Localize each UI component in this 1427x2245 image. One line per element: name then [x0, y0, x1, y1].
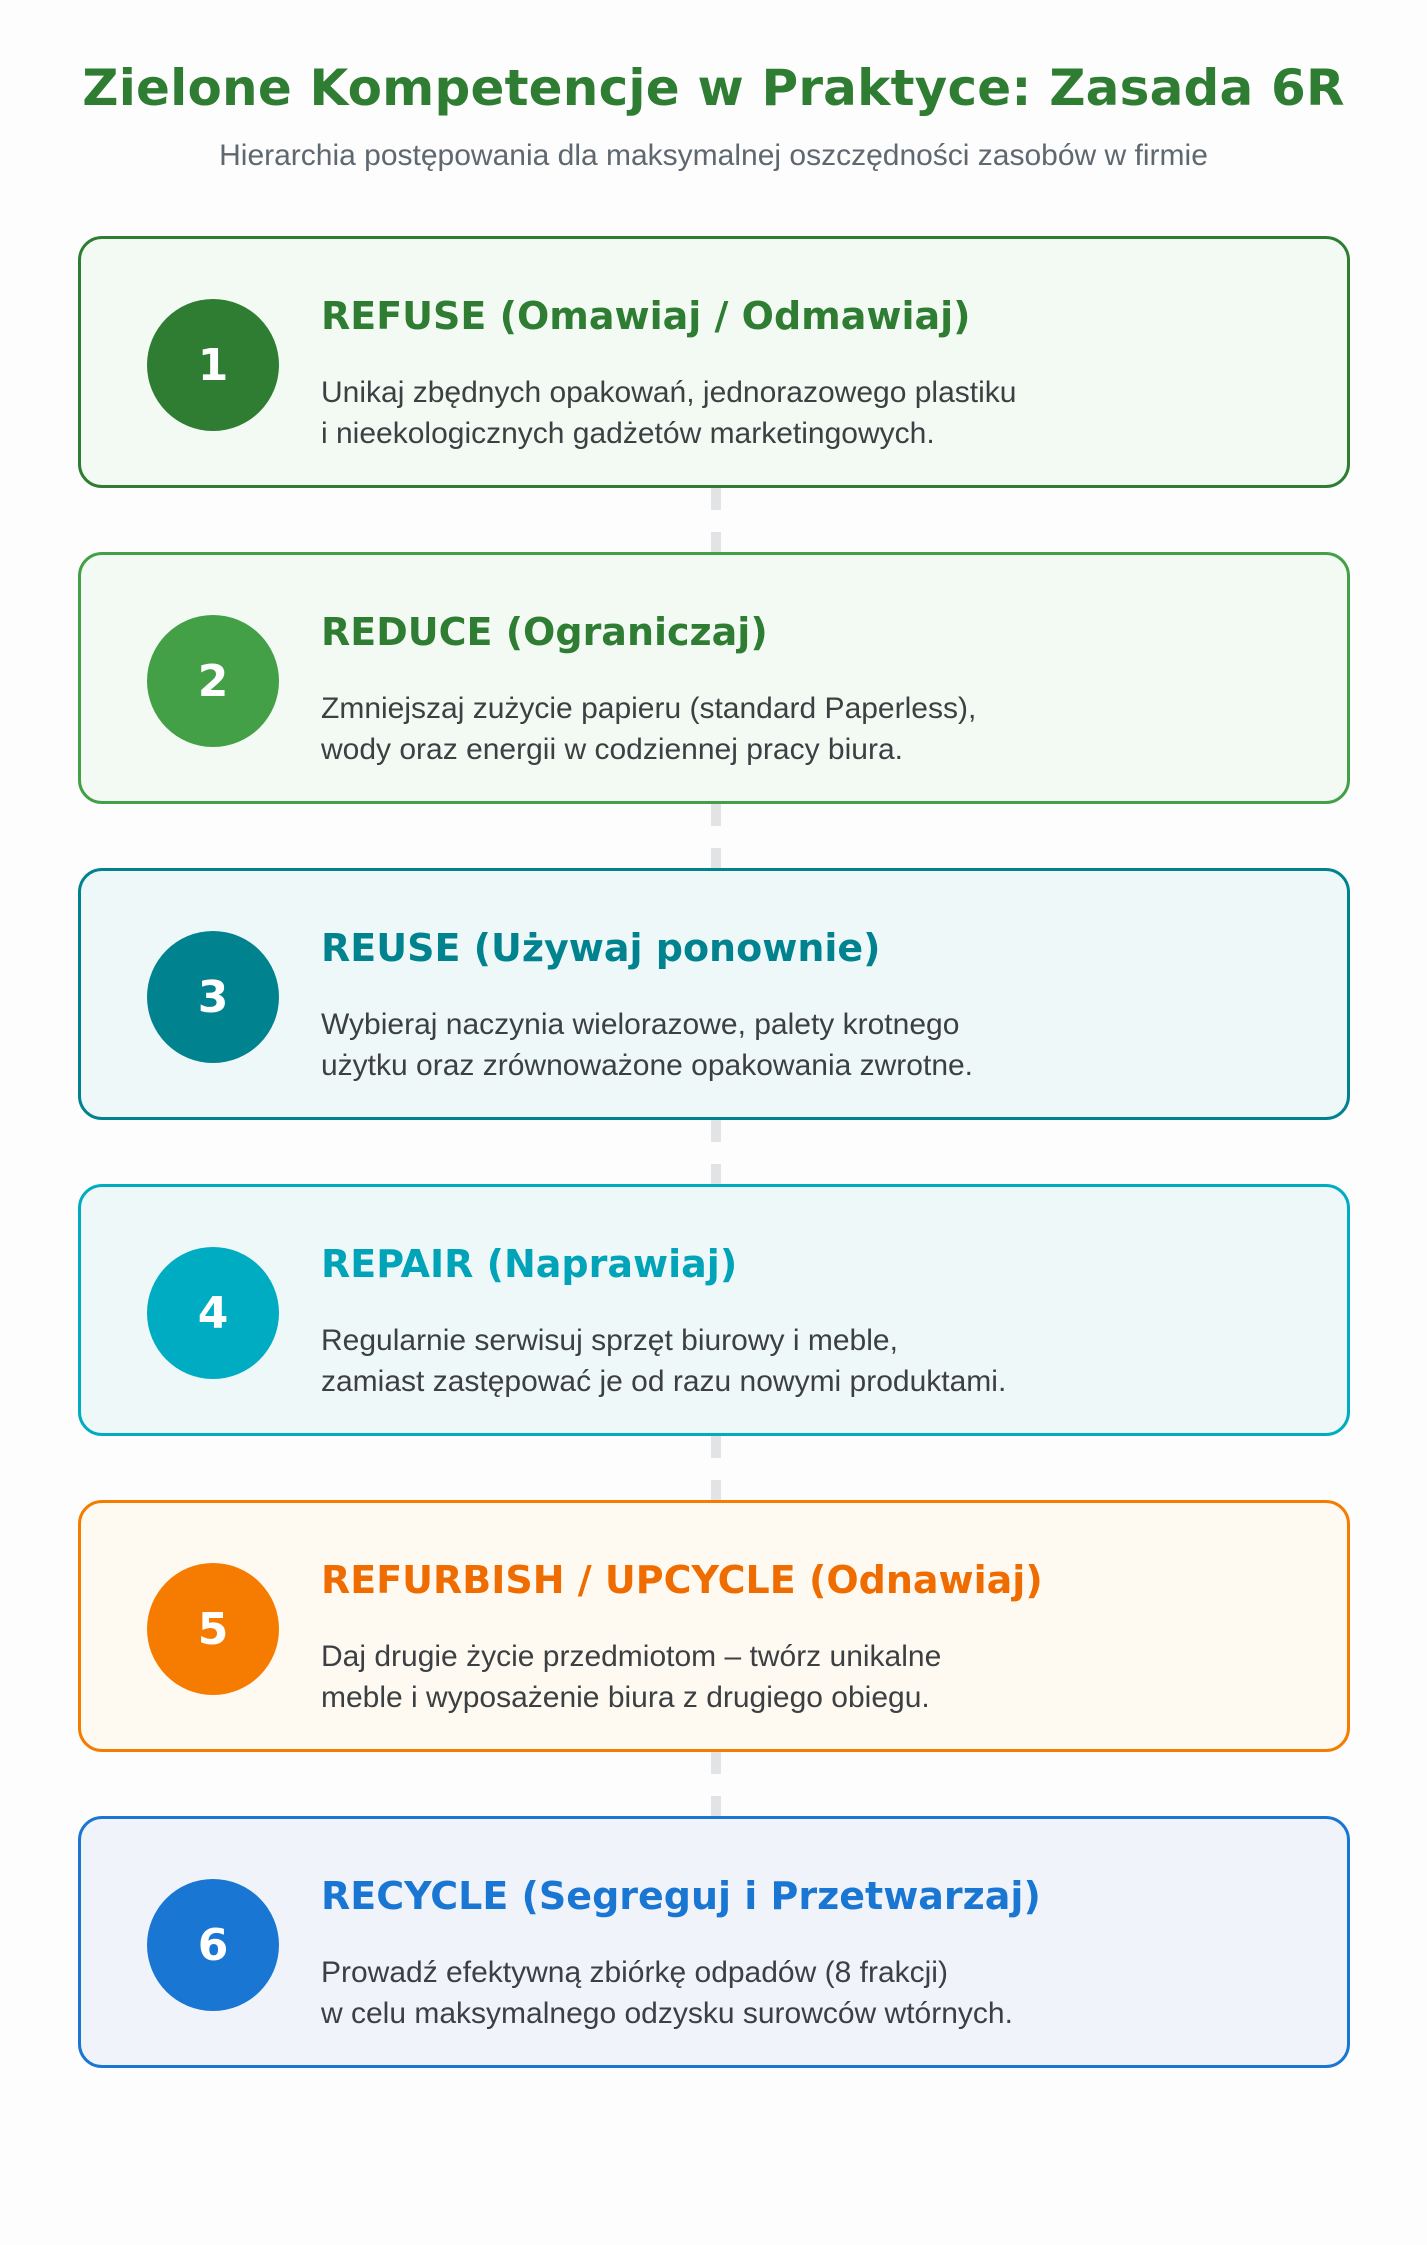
step-description-line: wody oraz energii w codziennej pracy biura. — [321, 733, 903, 766]
page-subtitle: Hierarchia postępowania dla maksymalnej oszczędności zasobów w firmie — [219, 139, 1208, 172]
step-card-recycle — [78, 1816, 1350, 2068]
step-description — [321, 1004, 973, 1086]
step-title: REFUSE (Omawiaj / Odmawiaj) — [321, 294, 971, 338]
step-title: RECYCLE (Segreguj i Przetwarzaj) — [321, 1874, 1041, 1918]
step-description-line: użytku oraz zrównoważone opakowania zwrotne. — [321, 1049, 974, 1082]
step-title: REUSE (Używaj ponownie) — [321, 926, 881, 970]
step-description — [321, 1320, 1006, 1402]
step-card-reuse — [78, 868, 1350, 1120]
step-description-line: w celu maksymalnego odzysku surowców wtórnych. — [321, 1997, 1013, 2030]
step-description-line: Daj drugie życie przedmiotom – twórz unikalne — [321, 1640, 942, 1673]
step-card-refurbish — [78, 1500, 1350, 1752]
step-description-line: meble i wyposażenie biura z drugiego obiegu. — [321, 1681, 930, 1714]
page-title: Zielone Kompetencje w Praktyce: Zasada 6R — [82, 59, 1345, 117]
step-description-line: Regularnie serwisuj sprzęt biurowy i meble, — [321, 1324, 898, 1357]
step-description-line: Zmniejszaj zużycie papieru (standard Paperless), — [321, 692, 977, 725]
step-description-line: Prowadź efektywną zbiórkę odpadów (8 frakcji) — [321, 1956, 948, 1989]
step-description-line: i nieekologicznych gadżetów marketingowych. — [321, 417, 935, 450]
step-description — [321, 1636, 941, 1718]
step-number-badge: 2 — [147, 615, 279, 747]
step-number-badge: 4 — [147, 1247, 279, 1379]
step-description — [321, 688, 976, 770]
header — [0, 52, 1427, 176]
step-card-repair — [78, 1184, 1350, 1436]
step-title: REPAIR (Naprawiaj) — [321, 1242, 738, 1286]
step-description-line: zamiast zastępować je od razu nowymi produktami. — [321, 1365, 1007, 1398]
step-title: REDUCE (Ograniczaj) — [321, 610, 768, 654]
step-description-line: Wybieraj naczynia wielorazowe, palety krotnego — [321, 1008, 960, 1041]
step-description — [321, 1952, 1013, 2034]
step-number-badge: 5 — [147, 1563, 279, 1695]
step-number-badge: 6 — [147, 1879, 279, 2011]
step-card-reduce — [78, 552, 1350, 804]
step-title: REFURBISH / UPCYCLE (Odnawiaj) — [321, 1558, 1043, 1602]
step-number-badge: 3 — [147, 931, 279, 1063]
step-description — [321, 372, 1016, 454]
step-card-refuse — [78, 236, 1350, 488]
step-description-line: Unikaj zbędnych opakowań, jednorazowego plastiku — [321, 376, 1017, 409]
step-number-badge: 1 — [147, 299, 279, 431]
